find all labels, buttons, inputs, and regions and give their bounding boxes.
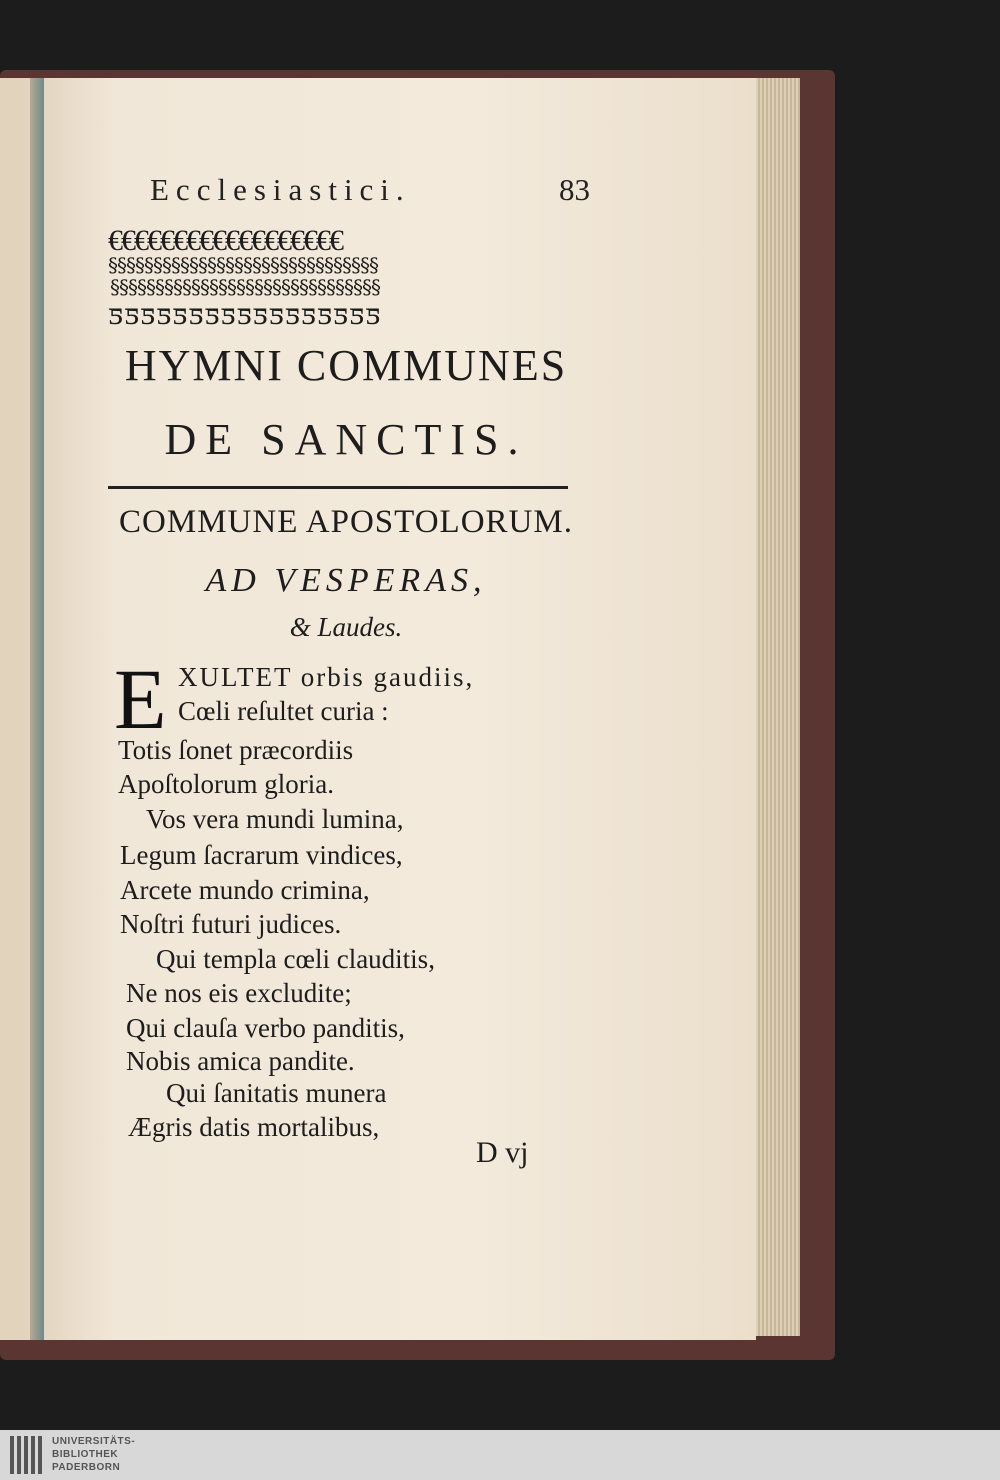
gutter-shadow	[30, 78, 44, 1340]
svg-text:§§§§§§§§§§§§§§§§§§§§§§§§§§§§§§: §§§§§§§§§§§§§§§§§§§§§§§§§§§§§§	[110, 275, 380, 299]
verse-line: Ægris datis mortalibus,	[128, 1112, 380, 1142]
svg-text:ƽƽƽƽƽƽƽƽƽƽƽƽƽƽƽƽƽ: ƽƽƽƽƽƽƽƽƽƽƽƽƽƽƽƽƽ	[108, 295, 382, 328]
page-number: 83	[559, 172, 590, 207]
horizontal-rule	[108, 486, 568, 489]
catchword-signature: D vj	[476, 1136, 529, 1169]
verse-line: Noſtri futuri judices.	[120, 909, 342, 939]
ornament-row-middle	[108, 253, 381, 299]
library-logo-text	[52, 1435, 135, 1474]
heading-hymni-communes: HYMNI COMMUNES	[124, 341, 568, 390]
ornament-row-bottom	[108, 295, 381, 328]
subtitle-laudes: & Laudes.	[289, 612, 403, 642]
verse-line: Totis ſonet præcordiis	[118, 735, 354, 765]
library-logo-icon	[8, 1434, 44, 1476]
verse-line: Arcete mundo crimina,	[120, 875, 370, 905]
logo-line-2: BIBLIOTHEK	[52, 1449, 119, 1460]
svg-text:€€€€€€€€€€€€€€€€€€: €€€€€€€€€€€€€€€€€€	[108, 228, 342, 257]
logo-line-3: PADERBORN	[52, 1462, 121, 1473]
library-footer	[0, 1430, 1000, 1480]
verse-line: Qui ſanitatis munera	[166, 1078, 387, 1108]
svg-text:§§§§§§§§§§§§§§§§§§§§§§§§§§§§§§: §§§§§§§§§§§§§§§§§§§§§§§§§§§§§§	[108, 253, 378, 277]
verse-line: Qui templa cœli clauditis,	[156, 944, 435, 974]
verse-line: Vos vera mundi lumina,	[146, 804, 404, 834]
verse-line: Cœli reſultet curia :	[178, 696, 389, 726]
verse-line: XULTET orbis gaudiis,	[178, 662, 475, 692]
drop-initial: E	[114, 651, 167, 747]
heading-de-sanctis: DE SANCTIS.	[164, 415, 528, 464]
running-head-title: Ecclesiastici.	[150, 172, 411, 207]
verse-line: Legum ſacrarum vindices,	[120, 840, 403, 870]
verse-line: Ne nos eis excludite;	[126, 978, 352, 1008]
page-fore-edge	[752, 78, 800, 1336]
logo-line-1: UNIVERSITÄTS-	[52, 1436, 136, 1447]
subtitle-ad-vesperas: AD VESPERAS,	[205, 562, 487, 599]
verse-line: Apoſtolorum gloria.	[118, 769, 334, 799]
running-head	[150, 172, 590, 212]
verse-line: Nobis amica pandite.	[126, 1046, 355, 1076]
verse-line: Qui clauſa verbo panditis,	[126, 1013, 405, 1043]
section-title: COMMUNE APOSTOLORUM.	[119, 504, 573, 540]
printers-ornament-band	[108, 228, 578, 328]
